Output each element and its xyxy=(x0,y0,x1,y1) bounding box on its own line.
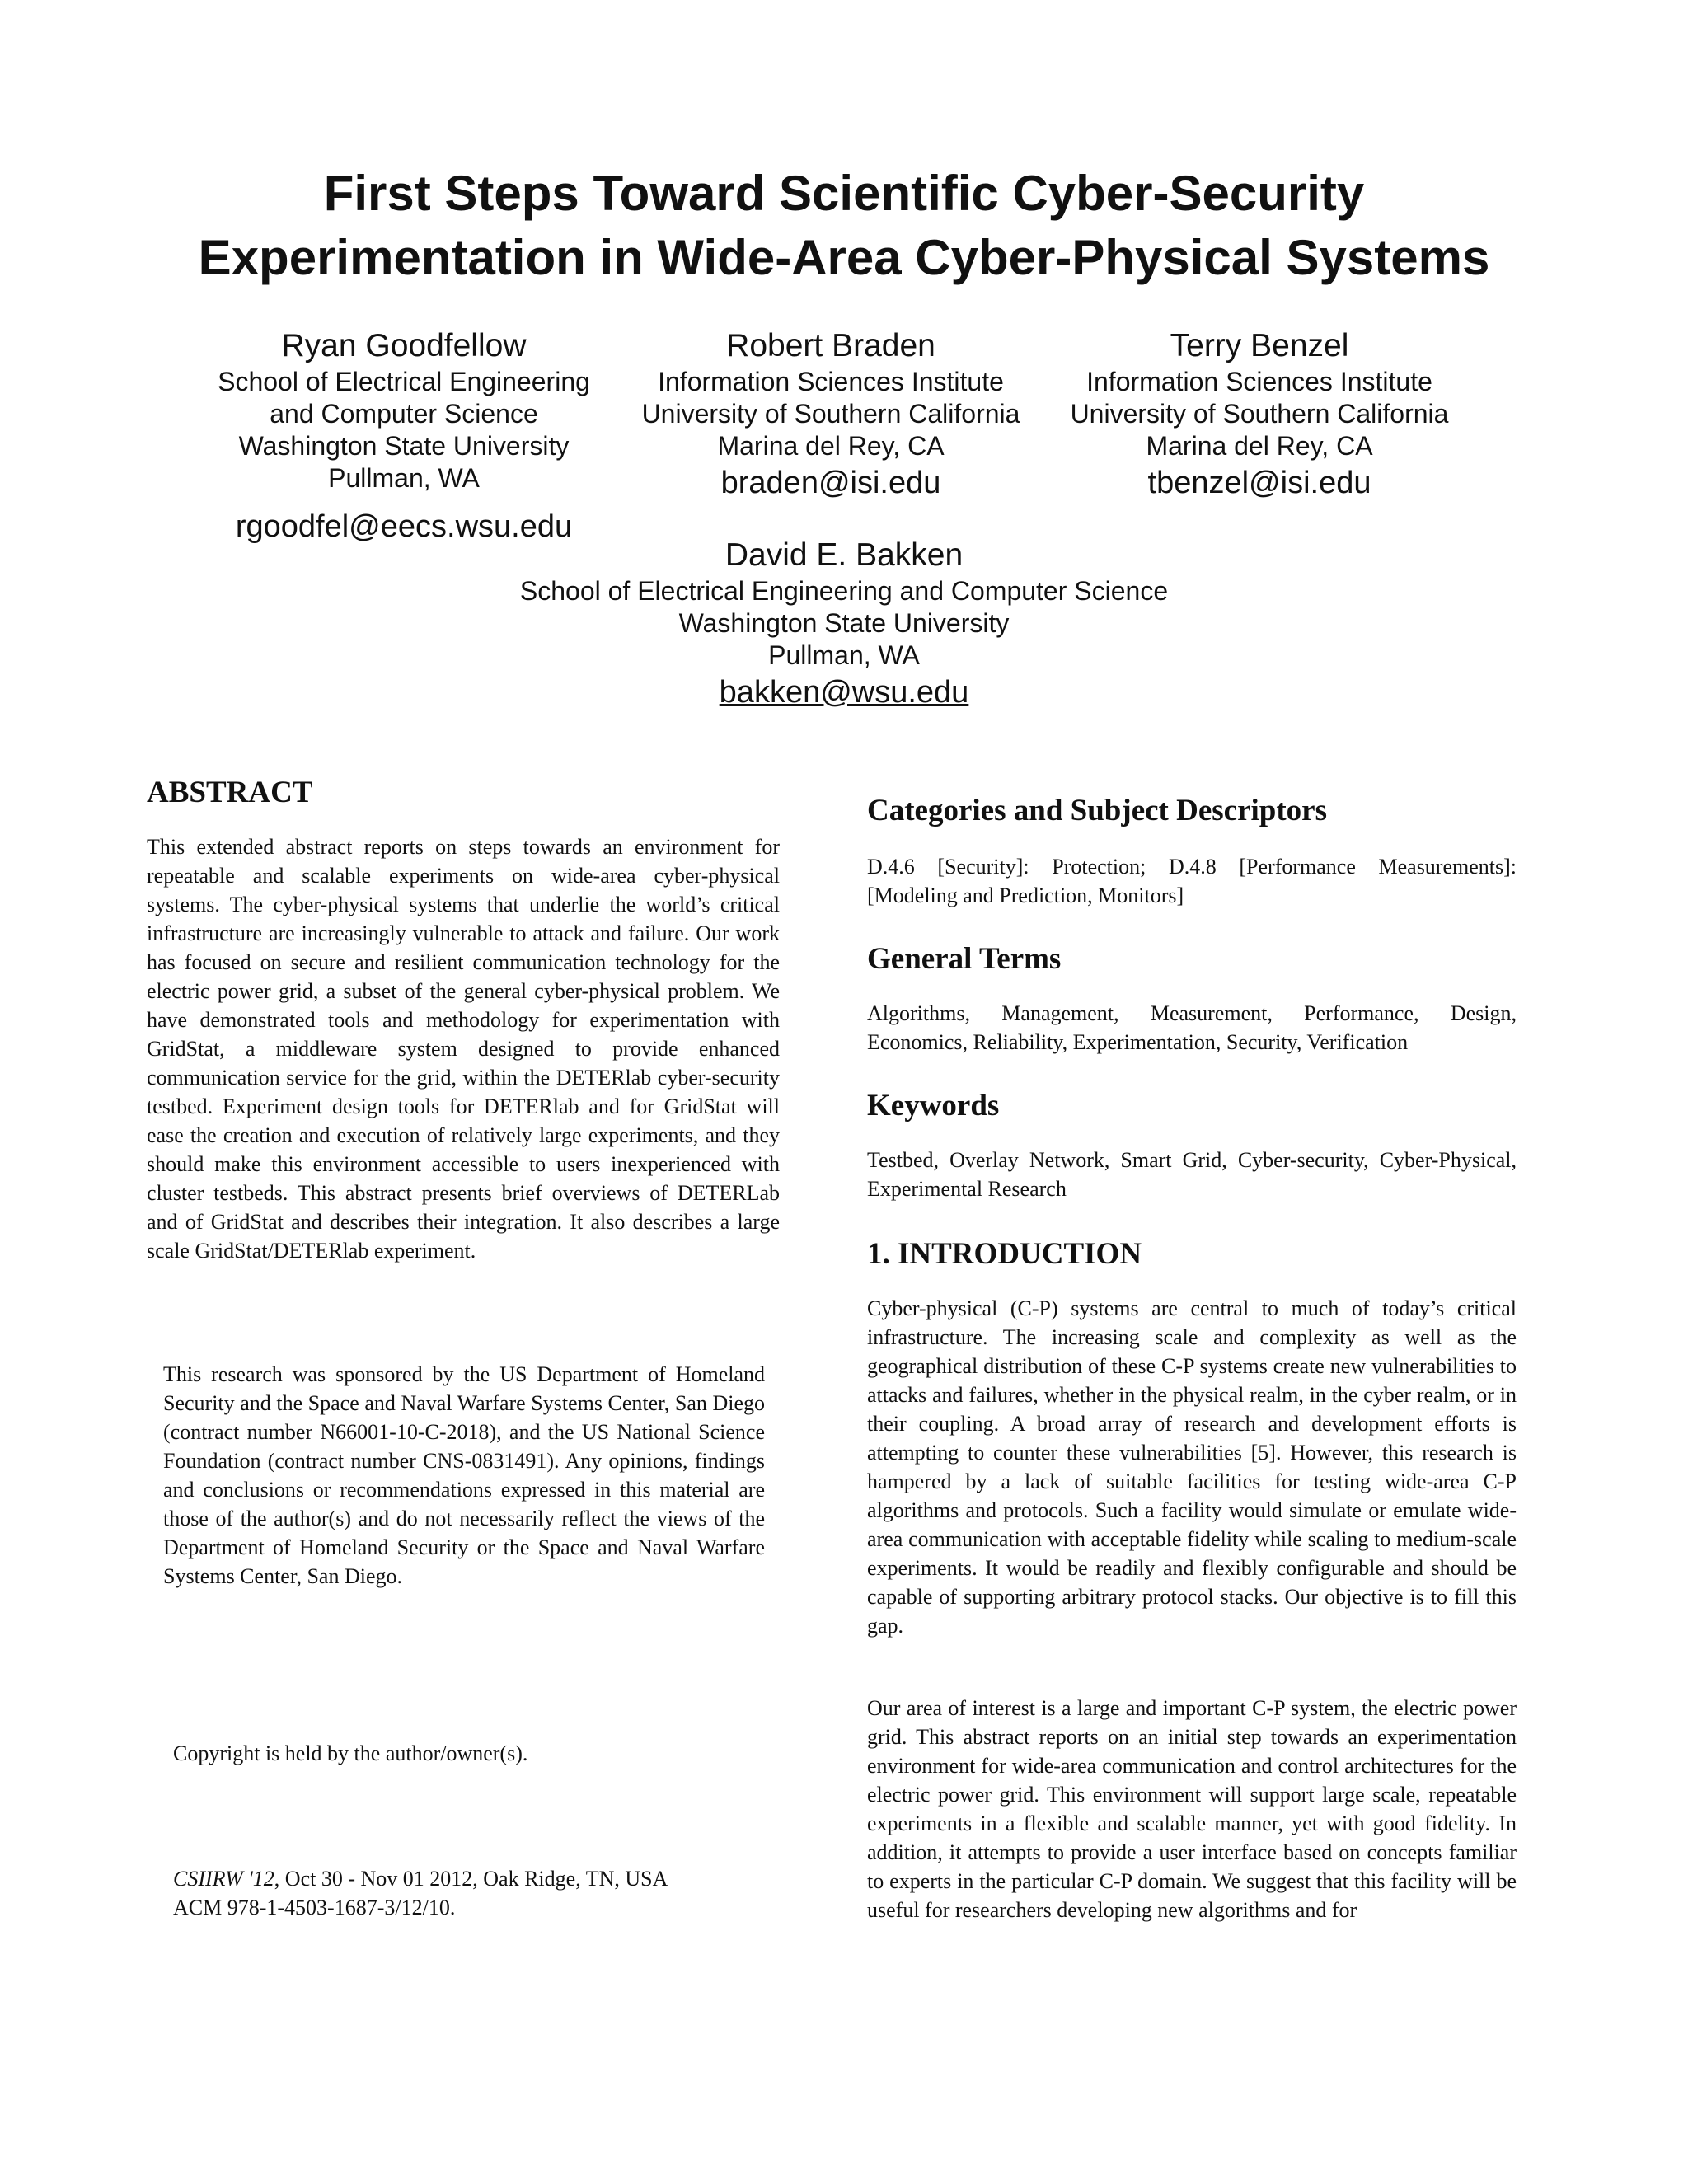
author-block-benzel xyxy=(1012,328,1507,504)
author-name: David E. Bakken xyxy=(724,537,964,573)
abstract-heading: ABSTRACT xyxy=(147,776,313,809)
author-affiliation-line: Pullman, WA xyxy=(328,463,480,493)
general-terms-body: Algorithms, Management, Measurement, Performance, Design, Economics, Reliability, Experimentation, Security, Verification xyxy=(867,1001,1517,1054)
author-affiliation-line: Information Sciences Institute xyxy=(658,367,1004,396)
keywords-heading: Keywords xyxy=(867,1089,1000,1122)
author-affiliation-line: School of Electrical Engineering xyxy=(218,367,590,396)
author-block-braden xyxy=(592,328,1070,504)
title-line-2: Experimentation in Wide-Area Cyber-Physical Systems xyxy=(198,230,1490,285)
author-affiliation-line: and Computer Science xyxy=(270,399,538,429)
author-affiliation-line: Information Sciences Institute xyxy=(1086,367,1432,396)
author-email-link[interactable]: bakken@wsu.edu xyxy=(719,675,969,710)
sponsor-note: This research was sponsored by the US Department of Homeland Security and the Space and Naval Warfare Systems Center, San Diego (contract number N66001-10-C-2018), and the US National Science Foundation (contract number CNS-0831491). Any opinions, findings and conclusions or recommendations expressed in this material are those of the author(s) and do not necessarily reflect the views of the Department of Homeland Security or the Space and Naval Warfare Systems Center, San Diego. xyxy=(163,1362,765,1588)
introduction-heading: 1. INTRODUCTION xyxy=(867,1237,1142,1271)
author-affiliation-line: Marina del Rey, CA xyxy=(717,431,945,461)
author-affiliation-line: Pullman, WA xyxy=(768,640,920,670)
author-name: Ryan Goodfellow xyxy=(281,328,527,363)
author-affiliation-line: University of Southern California xyxy=(1070,399,1449,429)
title-line-1: First Steps Toward Scientific Cyber-Security xyxy=(323,166,1365,221)
conference-info xyxy=(173,1864,783,1922)
author-email: braden@isi.edu xyxy=(720,466,941,500)
author-email: rgoodfel@eecs.wsu.edu xyxy=(235,509,573,544)
author-block-bakken xyxy=(391,537,1297,713)
categories-body: D.4.6 [Security]: Protection; D.4.8 [Performance Measurements]: [Modeling and Prediction, Monitors] xyxy=(867,855,1517,907)
acm-number: ACM 978-1-4503-1687-3/12/10. xyxy=(173,1896,456,1919)
conference-name: CSIIRW '12 xyxy=(173,1867,274,1891)
abstract-body: This extended abstract reports on steps towards an environment for repeatable and scalable experiments on wide-area cyber-physical systems. The cyber-physical systems that underlie the world’s critical infrastructure are increasingly vulnerable to attack and failure. Our work has focused on secure and resilient communication technology for the electric power grid, a subset of the general cyber-physical problem. We have demonstrated tools and methodology for experimentation with GridStat, a middleware system designed to provide enhanced communication service for the grid, within the DETERlab cyber-security testbed. Experiment design tools for DETERlab and for GridStat will ease the creation and execution of relatively large experiments, and they should make this environment accessible to users inexperienced with cluster testbeds. This abstract presents brief overviews of DETERLab and of GridStat and describes their integration. It also describes a large scale GridStat/DETERlab experiment. xyxy=(147,835,780,1263)
author-affiliation-line: University of Southern California xyxy=(641,399,1020,429)
author-affiliation-line: Washington State University xyxy=(678,608,1010,638)
introduction-paragraph-2: Our area of interest is a large and important C-P system, the electric power grid. This abstract reports on an initial step towards an experimentation environment for wide-area communication and control architectures for the electric power grid. This environment will support large scale, repeatable experiments in a flexible and scalable manner, yet with good fidelity. In addition, it attempts to provide a user interface based on concepts familiar to experts in the particular C-P domain. We suggest that this facility will be useful for researchers developing new algorithms and for xyxy=(867,1696,1517,1922)
copyright-notice: Copyright is held by the author/owner(s). xyxy=(173,1741,528,1765)
conference-date-location: , Oct 30 - Nov 01 2012, Oak Ridge, TN, USA xyxy=(274,1867,668,1891)
general-terms-heading: General Terms xyxy=(867,942,1062,976)
author-affiliation-line: Marina del Rey, CA xyxy=(1146,431,1373,461)
author-name: Robert Braden xyxy=(726,328,935,363)
keywords-body: Testbed, Overlay Network, Smart Grid, Cyber-security, Cyber-Physical, Experimental Research xyxy=(867,1148,1517,1201)
author-affiliation-line: Washington State University xyxy=(238,431,570,461)
paper-title xyxy=(0,162,1688,290)
introduction-paragraph-1: Cyber-physical (C-P) systems are central to much of today’s critical infrastructure. The increasing scale and complexity as well as the geographical distribution of these C-P systems create new vulnerabilities to attacks and failures, whether in the physical realm, in the cyber realm, or in their coupling. A broad array of research and development efforts is attempting to counter these vulnerabilities [5]. However, this research is hampered by a lack of suitable facilities for testing wide-area C-P algorithms and protocols. Such a facility would simulate or emulate wide-area communication with acceptable fidelity while scaling to medium-scale experiments. It would be readily and flexibly configurable and should be capable of supporting arbitrary protocol stacks. Our objective is to fill this gap. xyxy=(867,1296,1517,1638)
categories-heading: Categories and Subject Descriptors xyxy=(867,794,1327,827)
author-affiliation-line: School of Electrical Engineering and Computer Science xyxy=(519,576,1169,606)
author-name: Terry Benzel xyxy=(1170,328,1349,363)
conference-venue-line xyxy=(173,1864,783,1893)
author-block-goodfellow xyxy=(173,328,635,547)
author-email: tbenzel@isi.edu xyxy=(1147,466,1372,500)
